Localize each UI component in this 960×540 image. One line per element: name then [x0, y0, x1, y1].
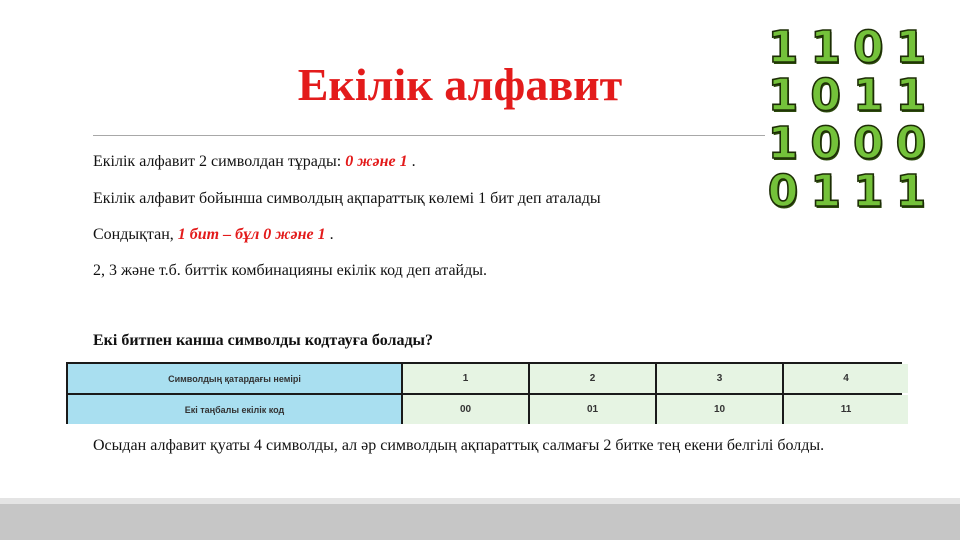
binary-digit: 1: [853, 166, 884, 217]
paragraph-bit-definition: Екілік алфавит бойынша символдың ақпараттық көлемі 1 бит деп аталады: [93, 190, 601, 207]
conclusion-paragraph: Осыдан алфавит қуаты 4 символды, ал әр символдың ақпараттық салмағы 2 битке тең екени белгілі болды.: [93, 437, 825, 454]
binary-code-table: [66, 362, 902, 424]
binary-digit: 0: [810, 118, 841, 169]
paragraph-therefore: [93, 225, 334, 245]
binary-digit: 1: [895, 22, 927, 73]
binary-digit: 1: [810, 166, 841, 217]
binary-digits-image: [766, 24, 928, 216]
question-text: Екі битпен канша символды кодтауға болады?: [93, 332, 434, 349]
paragraph-end: .: [407, 153, 416, 170]
binary-digit: 1: [895, 166, 927, 217]
slide-title: Екілік алфавит: [297, 59, 623, 110]
binary-digit: 1: [767, 22, 799, 73]
binary-digit: 1: [767, 70, 799, 121]
paragraph-binary-code: 2, 3 және т.б. биттік комбинацияны екілік код деп атайды.: [93, 262, 487, 279]
title-divider: [93, 135, 765, 136]
binary-digit: 0: [767, 166, 799, 217]
footer-bar: [0, 498, 960, 540]
binary-digit: 1: [767, 118, 799, 169]
table-row-header: Екі таңбалы екілік код: [68, 395, 401, 424]
binary-digit: 0: [853, 118, 884, 169]
highlight-text: 0 және 1: [345, 153, 408, 170]
table-cell: 10: [657, 395, 782, 424]
binary-row: [766, 168, 928, 216]
paragraph-alphabet-symbols: [93, 152, 416, 172]
binary-digit: 0: [810, 70, 841, 121]
binary-digit: 0: [853, 22, 884, 73]
table-cell: 3: [657, 364, 782, 393]
paragraph-end: .: [325, 226, 334, 243]
highlight-text: 1 бит – бұл 0 және 1: [177, 226, 326, 243]
binary-digit: 1: [895, 70, 927, 121]
table-cell: 01: [530, 395, 655, 424]
paragraph-text: Сондықтан,: [93, 226, 178, 243]
paragraph-text: Екілік алфавит 2 символдан тұрады:: [93, 153, 346, 170]
table-cell: 2: [530, 364, 655, 393]
binary-row: [766, 72, 928, 120]
table-cell: 4: [784, 364, 908, 393]
binary-row: [766, 24, 928, 72]
table-cell: 11: [784, 395, 908, 424]
binary-digit: 1: [853, 70, 884, 121]
binary-row: [766, 120, 928, 168]
table-row-header: Символдың қатардағы немірі: [68, 364, 401, 393]
binary-digit: 0: [895, 118, 927, 169]
table-cell: 00: [403, 395, 528, 424]
binary-digit: 1: [810, 22, 841, 73]
table-cell: 1: [403, 364, 528, 393]
